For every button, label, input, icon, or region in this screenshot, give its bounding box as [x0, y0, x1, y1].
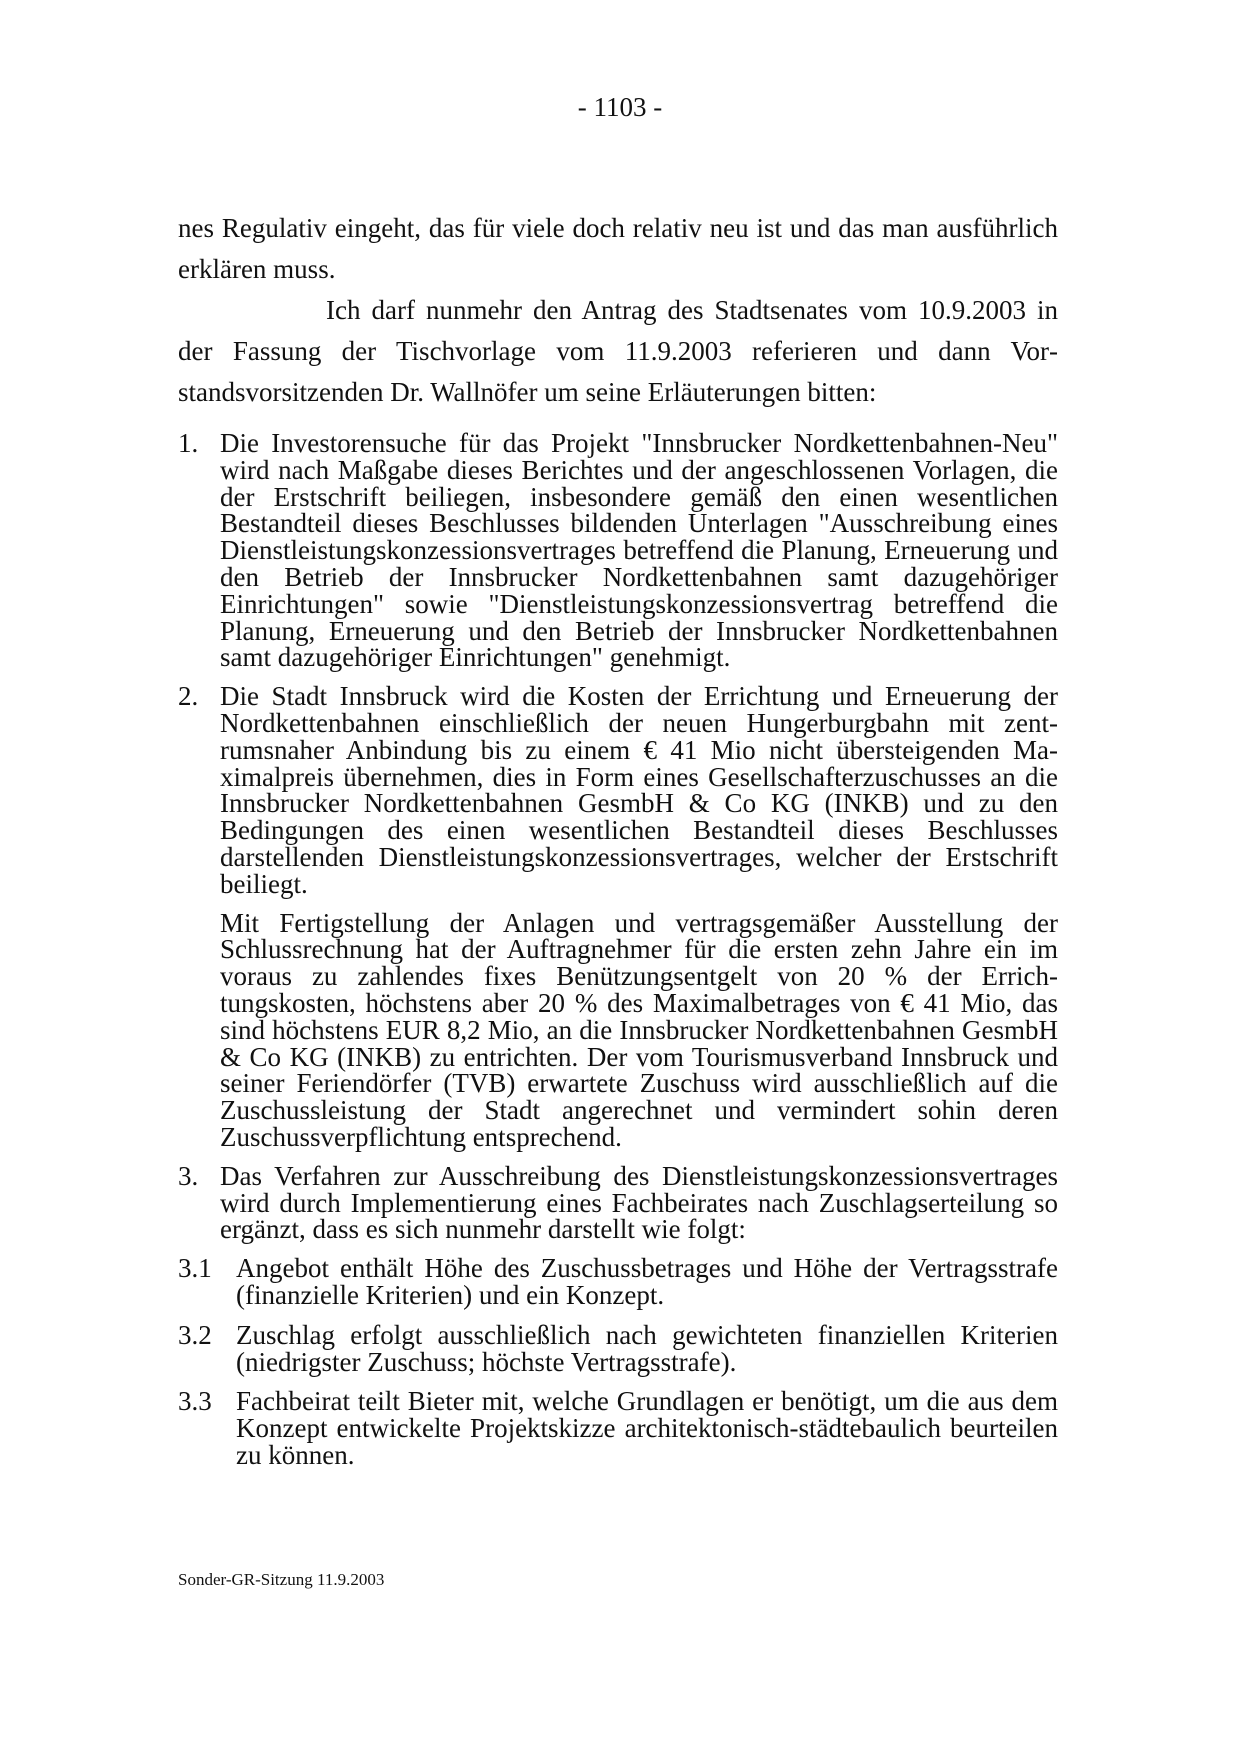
page-footer: Sonder-GR-Sitzung 11.9.2003: [178, 1570, 385, 1589]
motion-list: [178, 430, 1058, 1482]
sub-item-text: Fachbeirat teilt Bieter mit, welche Grundlagen er benötigt, um die aus dem Konzept entwickelte Projektskizze architektonisch-städtebaulich beurteilen zu können.: [236, 1386, 1058, 1470]
list-item-text: Das Verfahren zur Ausschreibung des Dienstleistungskonzessionsvertrages wird durch Implementierung eines Fachbeirates nach Zuschlagserteilung so ergänzt, dass es sich nunmehr darstellt wie folgt:: [220, 1160, 1058, 1245]
sub-item-3-3: [178, 1388, 1058, 1468]
sub-item-number: 3.1: [178, 1253, 212, 1284]
list-item-number: 2.: [178, 681, 199, 712]
list-item-2-sub-paragraph: Mit Fertigstellung der Anlagen und vertragsgemäßer Ausstellung der Schlussrechnung hat der Auftragnehmer für die ersten zehn Jahre ein im voraus zu zahlendes fixes Benützungsentgelt von 20 % der Errichtungskosten, höchstens aber 20 % des Maximalbetrages von € 41 Mio, das sind höchstens EUR 8,2 Mio, an die Innsbrucker Nordkettenbahnen GesmbH & Co KG (INKB) zu entrichten. Der vom Tourismusverband Innsbruck und seiner Feriendörfer (TVB) erwartete Zuschuss wird ausschließlich auf die Zuschussleistung der Stadt angerechnet und vermindert sohin deren Zuschussverpflichtung entsprechend.: [220, 907, 1058, 1152]
sub-item-text: Angebot enthält Höhe des Zuschussbetrages und Höhe der Vertragsstrafe (finanzielle Kriterien) und ein Konzept.: [236, 1253, 1058, 1310]
list-item-2: [178, 683, 1058, 897]
sub-item-number: 3.3: [178, 1386, 212, 1417]
intro-paragraph-2: Ich darf nunmehr den Antrag des Stadtsenates vom 10.9.2003 in der Fassung der Tischvorlage vom 11.9.2003 referieren und dann Vorstandsvorsitzenden Dr. Wallnöfer um seine Erläuterungen bitten:: [178, 295, 1058, 407]
list-item-text: Die Investorensuche für das Projekt "Innsbrucker Nordkettenbahnen-Neu" wird nach Maßgabe dieses Berichtes und der angeschlossenen Vorlagen, die der Erstschrift beiliegen, insbesondere gemäß den einen wesentlichen Bestandteil dieses Beschlusses bildenden Unterlagen "Ausschreibung eines Dienstleistungskonzessionsvertrages betreffend die Planung, Erneuerung und den Betrieb der Innsbrucker Nordkettenbahnen samt dazugehöriger Einrichtungen" sowie "Dienstleistungskonzessionsvertrag betreffend die Planung, Erneuerung und den Betrieb der Innsbrucker Nordkettenbahnen samt dazugehöriger Einrichtungen" genehmigt.: [220, 428, 1058, 673]
list-item-3: [178, 1160, 1058, 1245]
list-item-1: [178, 430, 1058, 671]
sub-item-3-2: [178, 1319, 1058, 1377]
list-item-number: 3.: [178, 1160, 199, 1191]
sub-item-number: 3.2: [178, 1319, 212, 1350]
page-number: - 1103 -: [577, 92, 663, 122]
sub-item-3-1: [178, 1255, 1058, 1309]
list-item-number: 1.: [178, 428, 199, 458]
list-item-text: Die Stadt Innsbruck wird die Kosten der Errichtung und Erneuerung der Nordkettenbahnen einschließlich der neuen Hungerburgbahn mit zentrumsnaher Anbindung bis zu einem € 41 Mio nicht übersteigenden Maximalpreis übernehmen, dies in Form eines Gesellschafterzuschusses an die Innsbrucker Nordkettenbahnen GesmbH & Co KG (INKB) und zu den Bedingungen des einen wesentlichen Bestandteil dieses Beschlusses darstellenden Dienstleistungskonzessionsvertrages, welcher der Erstschrift beiliegt.: [220, 681, 1058, 899]
intro-section: [178, 208, 1058, 413]
intro-paragraph-1: nes Regulativ eingeht, das für viele doch relativ neu ist und das man ausführlich erklären muss.: [178, 213, 1058, 284]
sub-item-text: Zuschlag erfolgt ausschließlich nach gewichteten finanziellen Kriterien (niedrigster Zuschuss; höchste Vertragsstrafe).: [236, 1319, 1058, 1377]
